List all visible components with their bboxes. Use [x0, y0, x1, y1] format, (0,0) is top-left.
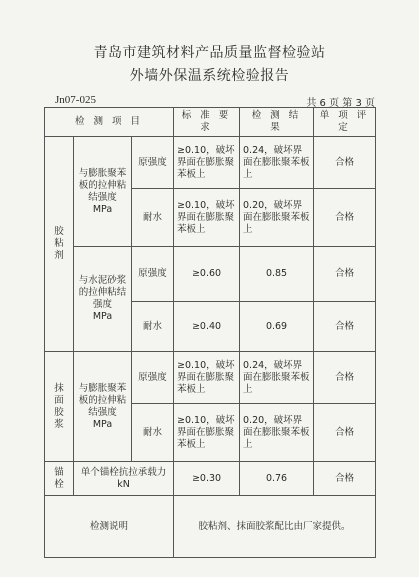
verdict-cell: 合格	[314, 189, 376, 247]
document-number: Jn07-025	[55, 94, 96, 106]
requirement-cell: ≥0.30	[174, 462, 240, 496]
group-label-anchor: 锚 栓	[45, 462, 74, 496]
station-title: 青岛市建筑材料产品质量监督检验站	[93, 45, 326, 61]
verdict-cell: 合格	[314, 404, 376, 462]
table-row	[45, 137, 376, 189]
result-cell: 0.85	[240, 247, 314, 302]
verdict-cell: 合格	[314, 352, 376, 404]
note-text: 胶粘剂、抹面胶浆配比由厂家提供。	[174, 496, 376, 558]
col-header-item: 检 测 项 目	[45, 108, 174, 137]
verdict-cell: 合格	[314, 462, 376, 496]
requirement-cell: ≥0.10，破坏界面在膨胀聚苯板上	[174, 137, 240, 189]
item-eps-bond: 与膨胀聚苯板的拉伸粘结强度 MPa	[74, 137, 132, 247]
page-info: 共 6 页 第 3 页	[306, 98, 375, 109]
result-cell: 0.20，破坏界面在膨胀聚苯板上	[240, 404, 314, 462]
verdict-cell: 合格	[314, 247, 376, 302]
requirement-cell: ≥0.60	[174, 247, 240, 302]
note-row	[45, 496, 376, 558]
result-cell: 0.24，破坏界面在膨胀聚苯板上	[240, 137, 314, 189]
requirement-cell: ≥0.10，破坏界面在膨胀聚苯板上	[174, 189, 240, 247]
requirement-cell: ≥0.10，破坏界面在膨胀聚苯板上	[174, 404, 240, 462]
condition-original: 原强度	[132, 352, 174, 404]
test-results-table	[44, 107, 376, 558]
requirement-cell: ≥0.10，破坏界面在膨胀聚苯板上	[174, 352, 240, 404]
condition-water: 耐水	[132, 302, 174, 352]
result-cell: 0.69	[240, 302, 314, 352]
item-plaster-eps-bond: 与膨胀聚苯板的拉伸粘结强度 MPa	[74, 352, 132, 462]
table-row	[45, 352, 376, 404]
table-header-row	[45, 108, 376, 137]
col-header-requirement: 标 准 要 求	[174, 108, 240, 137]
item-anchor: 单个锚栓抗拉承载力 kN	[74, 462, 174, 496]
note-label: 检测说明	[45, 496, 174, 558]
group-label-adhesive: 胶 粘 剂	[45, 137, 74, 352]
item-mortar-bond: 与水泥砂浆的拉伸粘结强度 MPa	[74, 247, 132, 352]
condition-water: 耐水	[132, 189, 174, 247]
condition-original: 原强度	[132, 137, 174, 189]
table-row	[45, 247, 376, 302]
condition-water: 耐水	[132, 404, 174, 462]
table-row	[45, 462, 376, 496]
result-cell: 0.24，破坏界面在膨胀聚苯板上	[240, 352, 314, 404]
verdict-cell: 合格	[314, 137, 376, 189]
result-cell: 0.76	[240, 462, 314, 496]
condition-original: 原强度	[132, 247, 174, 302]
verdict-cell: 合格	[314, 302, 376, 352]
group-label-plaster: 抹 面 胶 浆	[45, 352, 74, 462]
col-header-verdict: 单 项 评 定	[314, 108, 376, 137]
result-cell: 0.20，破坏界面在膨胀聚苯板上	[240, 189, 314, 247]
report-title: 外墙外保温系统检验报告	[129, 68, 290, 84]
requirement-cell: ≥0.40	[174, 302, 240, 352]
col-header-result: 检 测 结 果	[240, 108, 314, 137]
